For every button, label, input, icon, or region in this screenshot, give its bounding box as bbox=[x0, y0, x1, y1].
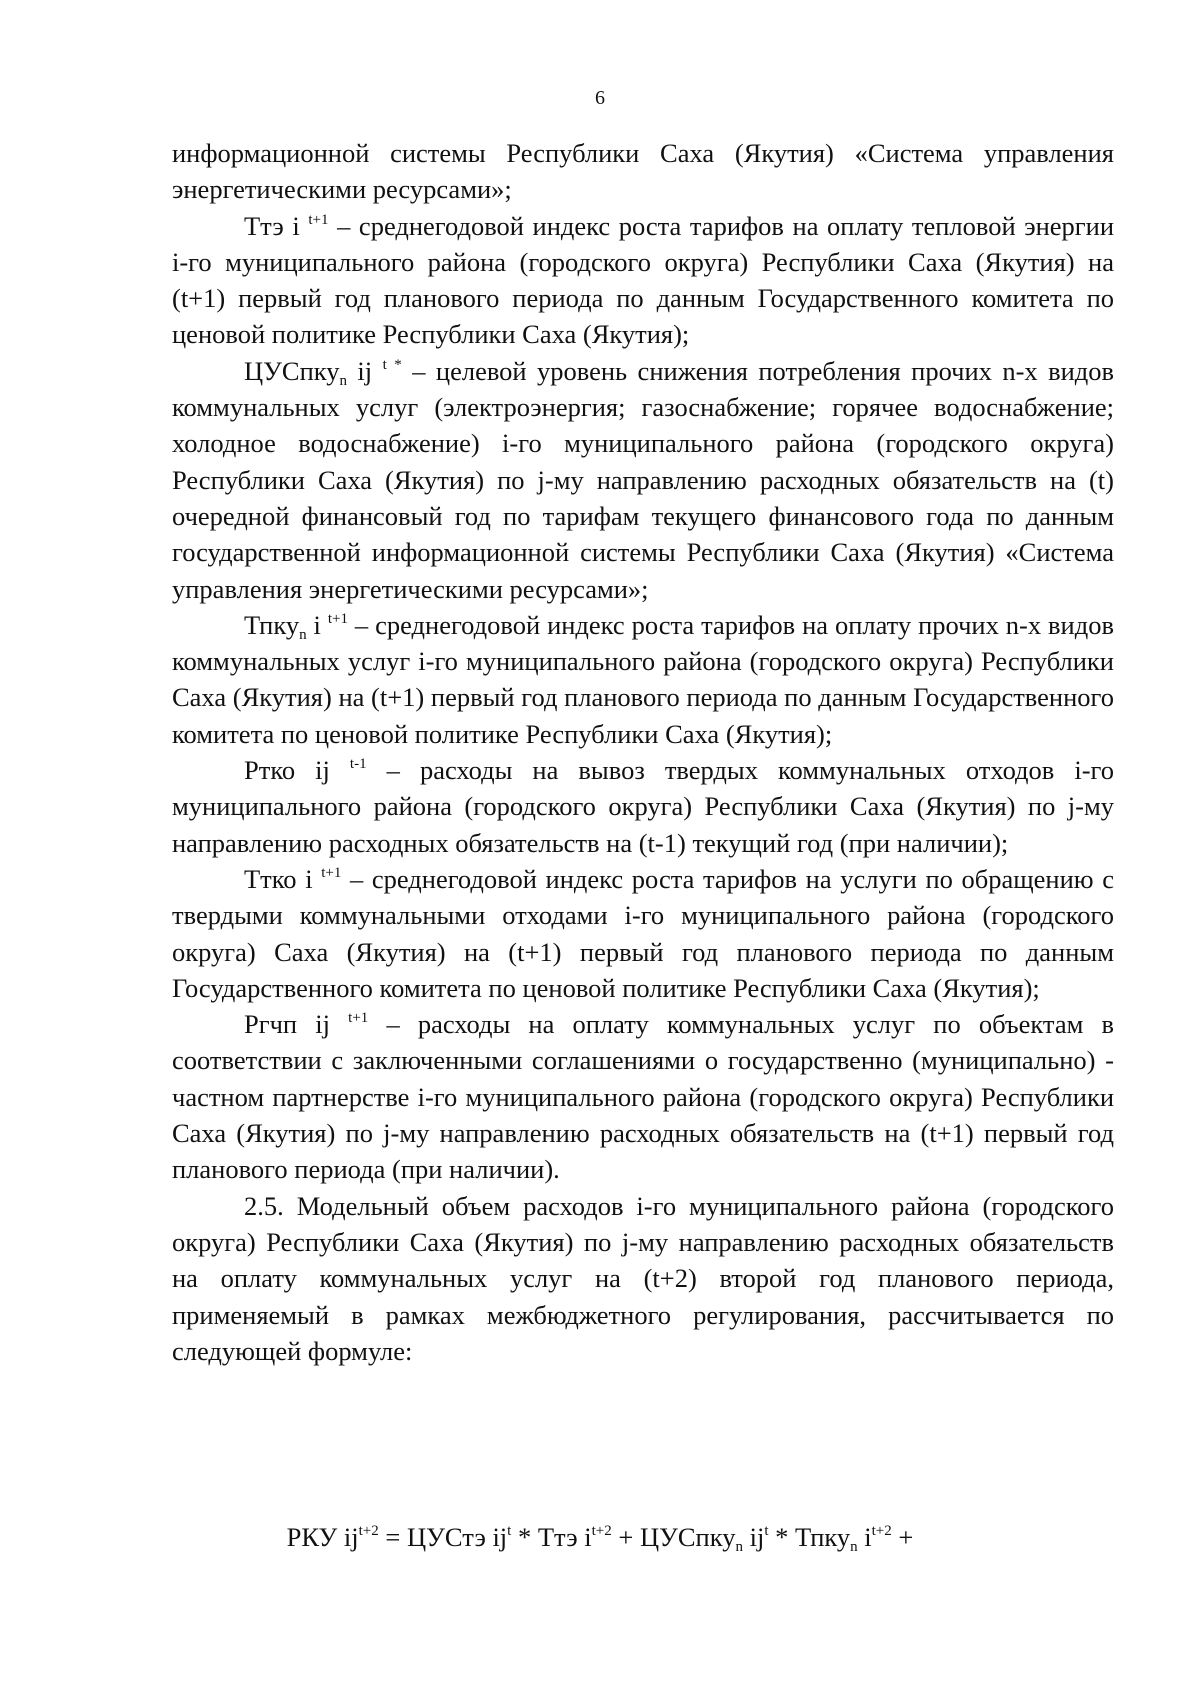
variable-index: i bbox=[306, 609, 321, 640]
formula-term: + ЦУСпку bbox=[611, 1522, 736, 1552]
formula-term: + bbox=[891, 1522, 914, 1552]
variable-subscript: n bbox=[339, 372, 348, 389]
definition-text: – целевой уровень снижения потребления прочих n-х видов коммунальных услуг (электроэнергия; газоснабжение; горячее водоснабжение; холодное водоснабжение) i-го муниципального района (городского округа) Республики Саха (Якутия) по j-му направлению расходных обязательств на (t) очередной финансовый год по тарифам текущего финансового года по данным государственной информационной системы Республики Саха (Якутия) «Система управления энергетическими ресурсами»; bbox=[172, 355, 1115, 604]
definition-rtko bbox=[172, 752, 1114, 861]
formula-term: ij bbox=[742, 1522, 765, 1552]
formula-term: i bbox=[857, 1522, 872, 1552]
definition-rgchp bbox=[172, 1006, 1114, 1187]
definition-text: – среднегодовой индекс роста тарифов на оплату тепловой энергии i-го муниципального района (городского округа) Республики Саха (Якутия) на (t+1) первый год планового периода по данным Государственного комитета по ценовой политике Республики Саха (Якутия); bbox=[172, 210, 1115, 350]
variable-index: ij bbox=[347, 355, 373, 386]
formula-term: * Тпку bbox=[768, 1522, 851, 1552]
definition-text: – расходы на вывоз твердых коммунальных отходов i-го муниципального района (городского округа) Республики Саха (Якутия) по j-му направлению расходных обязательств на (t-1) текущий год (при наличии); bbox=[172, 755, 1114, 858]
variable-name: Ртко ij bbox=[244, 755, 330, 786]
document-body bbox=[172, 135, 1114, 1369]
definition-ttko bbox=[172, 861, 1114, 1006]
formula-term: РКУ ij bbox=[286, 1522, 359, 1552]
page-number: 6 bbox=[595, 87, 605, 109]
section-2-5-paragraph bbox=[172, 1188, 1114, 1369]
definition-tpku bbox=[172, 607, 1114, 752]
variable-name: Тпку bbox=[244, 609, 300, 640]
formula-superscript: t+2 bbox=[871, 1523, 892, 1539]
variable-superscript: t+1 bbox=[321, 864, 342, 881]
definition-text: – среднегодовой индекс роста тарифов на оплату прочих n-х видов коммунальных услуг i-го муниципального района (городского округа) Республики Саха (Якутия) на (t+1) первый год планового периода по данным Государственного комитета по ценовой политике Республики Саха (Якутия); bbox=[172, 609, 1114, 749]
paragraph-continuation bbox=[172, 135, 1114, 208]
definition-text: – среднегодовой индекс роста тарифов на услуги по обращению с твердыми коммунальными отходами i-го муниципального района (городского округа) Саха (Якутия) на (t+1) первый год планового периода по данным Государственного комитета по ценовой политике Республики Саха (Якутия); bbox=[172, 863, 1114, 1003]
variable-superscript: t+1 bbox=[308, 211, 329, 228]
formula-superscript: t bbox=[764, 1523, 769, 1539]
formula-superscript: t+2 bbox=[358, 1523, 379, 1539]
variable-subscript: n bbox=[299, 626, 307, 643]
variable-superscript: t-1 bbox=[349, 756, 367, 773]
variable-name: ЦУСпку bbox=[244, 355, 340, 386]
definition-text: – расходы на оплату коммунальных услуг по объектам в соответствии с заключенными соглашениями о государственно (муниципально) - частном партнерстве i-го муниципального района (городского округа) Республики Саха (Якутия) по j-му направлению расходных обязательств на (t+1) первый год планового периода (при наличии). bbox=[172, 1009, 1115, 1185]
variable-name: Ттэ i bbox=[244, 210, 300, 241]
formula-superscript: t bbox=[507, 1523, 512, 1539]
paragraph-text: 2.5. Модельный объем расходов i-го муниципального района (городского округа) Республики Саха (Якутия) по j-му направлению расходных обязательств на оплату коммунальных услуг на (t+2) второй год планового периода, применяемый в рамках межбюджетного регулирования, рассчитывается по следующей формуле: bbox=[172, 1190, 1114, 1366]
variable-name: Ттко i bbox=[244, 863, 313, 894]
formula-term: = ЦУСтэ ij bbox=[378, 1522, 508, 1552]
definition-tte bbox=[172, 208, 1114, 353]
variable-superscript: t+1 bbox=[348, 1010, 369, 1027]
paragraph-text: информационной системы Республики Саха (Якутия) «Система управления энергетическими ресурсами»; bbox=[172, 138, 1114, 205]
variable-superscript: t * bbox=[382, 356, 402, 373]
formula-subscript: n bbox=[850, 1539, 858, 1555]
formula-rku bbox=[0, 1519, 1200, 1555]
variable-name: Ргчп ij bbox=[244, 1009, 330, 1040]
formula-subscript: n bbox=[735, 1539, 743, 1555]
definition-cuspku bbox=[172, 353, 1114, 607]
variable-superscript: t+1 bbox=[327, 610, 348, 627]
formula-superscript: t+2 bbox=[591, 1523, 612, 1539]
formula-term: * Ттэ i bbox=[511, 1522, 592, 1552]
